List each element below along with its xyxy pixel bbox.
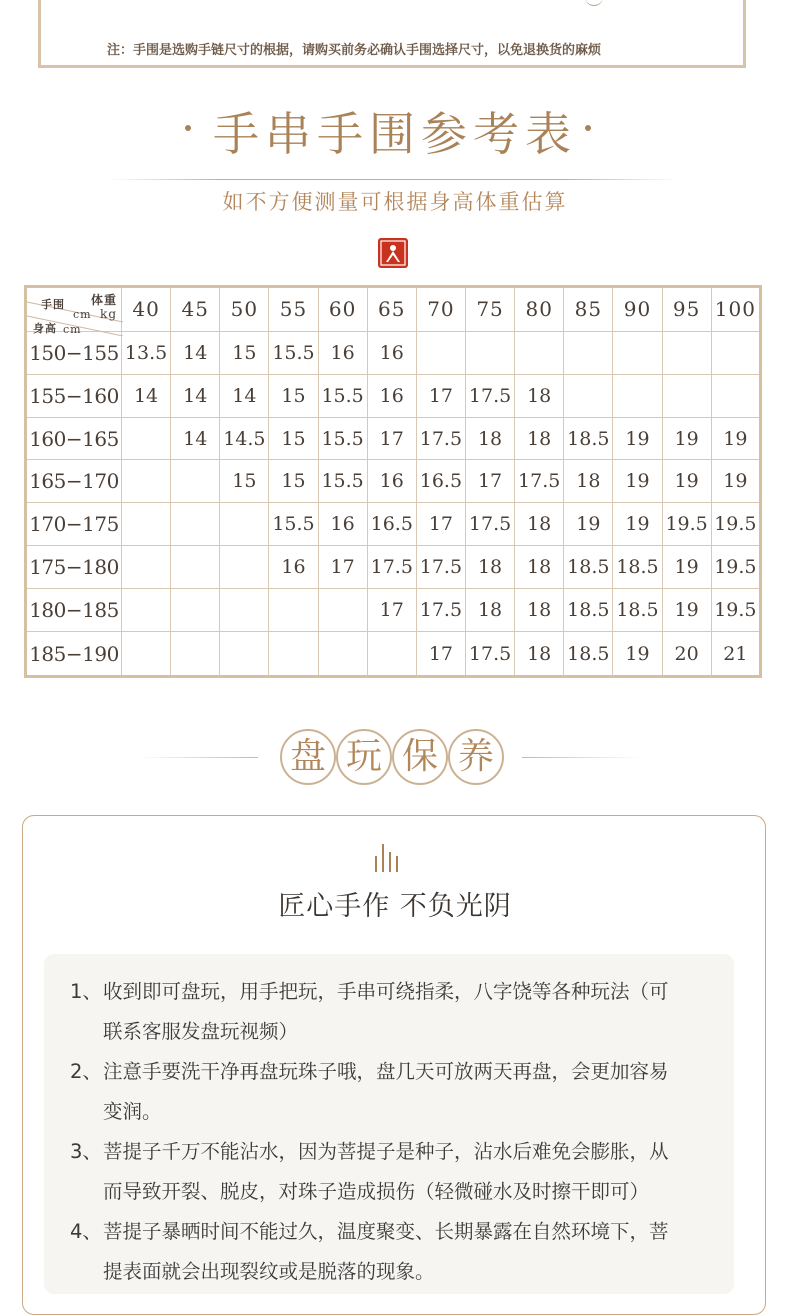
wrist-size-cell bbox=[122, 589, 171, 632]
wrist-size-cell: 16.5 bbox=[367, 503, 416, 546]
care-title-line-right bbox=[522, 757, 642, 758]
wrist-size-cell: 19 bbox=[662, 417, 711, 460]
weight-header-cell: 85 bbox=[564, 287, 613, 332]
wrist-size-cell: 19 bbox=[613, 503, 662, 546]
corner-weight-label: 体重 bbox=[90, 293, 117, 307]
wrist-size-cell: 21 bbox=[711, 632, 760, 677]
weight-header-cell: 45 bbox=[171, 287, 220, 332]
wrist-size-cell: 17.5 bbox=[416, 417, 465, 460]
wrist-size-cell: 19.5 bbox=[711, 546, 760, 589]
wrist-size-cell: 17 bbox=[416, 503, 465, 546]
wrist-size-cell: 17.5 bbox=[515, 460, 564, 503]
wrist-size-cell: 20 bbox=[662, 632, 711, 677]
care-item-number: 4、 bbox=[70, 1220, 102, 1243]
wrist-size-cell: 14 bbox=[171, 417, 220, 460]
wrist-size-cell bbox=[465, 331, 514, 374]
corner-kg-unit: kg bbox=[100, 307, 117, 321]
wrist-size-cell bbox=[613, 331, 662, 374]
wrist-size-cell: 17 bbox=[318, 546, 367, 589]
table-row bbox=[26, 546, 761, 589]
table-corner-cell bbox=[26, 287, 122, 336]
wrist-size-cell: 19 bbox=[662, 546, 711, 589]
wrist-size-cell bbox=[171, 632, 220, 677]
care-slogan: 匠心手作 不负光阴 bbox=[278, 891, 512, 922]
wrist-size-cell: 17 bbox=[416, 374, 465, 417]
wrist-size-cell: 17.5 bbox=[465, 374, 514, 417]
wrist-size-cell bbox=[122, 417, 171, 460]
height-range-cell: 170−175 bbox=[26, 503, 122, 546]
wrist-size-cell: 18 bbox=[465, 417, 514, 460]
wrist-size-cell: 15.5 bbox=[318, 460, 367, 503]
care-item bbox=[70, 1052, 670, 1132]
wrist-size-cell: 17.5 bbox=[416, 546, 465, 589]
page-title: 手串手围参考表 bbox=[213, 107, 577, 161]
care-instructions-panel bbox=[44, 954, 734, 1294]
wrist-size-cell bbox=[711, 374, 760, 417]
wrist-size-cell bbox=[171, 503, 220, 546]
wrist-size-cell bbox=[122, 632, 171, 677]
wrist-size-cell: 18.5 bbox=[564, 589, 613, 632]
wrist-size-cell: 17.5 bbox=[416, 589, 465, 632]
wrist-size-cell bbox=[171, 546, 220, 589]
wrist-size-cell: 13.5 bbox=[122, 331, 171, 374]
wrist-size-cell: 19 bbox=[662, 589, 711, 632]
care-title-char: 盘 bbox=[280, 729, 336, 785]
wrist-size-cell: 18.5 bbox=[564, 632, 613, 677]
wrist-size-cell bbox=[220, 632, 269, 677]
wrist-size-cell bbox=[613, 374, 662, 417]
table-row bbox=[26, 417, 761, 460]
wrist-size-cell: 17.5 bbox=[465, 632, 514, 677]
wrist-size-cell: 19 bbox=[613, 460, 662, 503]
weight-header-cell: 75 bbox=[465, 287, 514, 332]
wrist-size-cell bbox=[662, 374, 711, 417]
wrist-size-cell: 16.5 bbox=[416, 460, 465, 503]
weight-header-cell: 40 bbox=[122, 287, 171, 332]
weight-header-cell: 55 bbox=[269, 287, 318, 332]
care-item bbox=[70, 1212, 670, 1292]
corner-wrist-label: 手围 bbox=[41, 298, 65, 311]
wrist-size-cell: 15 bbox=[220, 460, 269, 503]
wrist-size-cell: 18 bbox=[515, 417, 564, 460]
care-item-number: 3、 bbox=[70, 1140, 102, 1163]
wrist-size-cell bbox=[122, 503, 171, 546]
wrist-size-cell: 16 bbox=[367, 460, 416, 503]
wrist-size-cell: 17 bbox=[367, 417, 416, 460]
wrist-size-cell bbox=[171, 589, 220, 632]
wrist-size-cell: 16 bbox=[269, 546, 318, 589]
care-title-char: 养 bbox=[448, 729, 504, 785]
wrist-size-cell: 15.5 bbox=[269, 503, 318, 546]
care-title-line-left bbox=[138, 757, 258, 758]
weight-header-cell: 80 bbox=[515, 287, 564, 332]
corner-wrist-unit: cm bbox=[73, 308, 92, 321]
wrist-size-cell bbox=[662, 331, 711, 374]
care-item-text: 菩提子千万不能沾水，因为菩提子是种子，沾水后难免会膨胀，从而导致开裂、脱皮，对珠子造成损伤（轻微碰水及时擦干即可） bbox=[103, 1140, 669, 1203]
care-item-text: 注意手要洗干净再盘玩珠子哦，盘几天可放两天再盘，会更加容易变润。 bbox=[103, 1060, 669, 1123]
seal-stamp-icon bbox=[378, 238, 408, 268]
decorative-curl-icon bbox=[585, 0, 603, 6]
wrist-size-cell: 17 bbox=[465, 460, 514, 503]
height-range-cell: 150−155 bbox=[26, 331, 122, 374]
height-range-cell: 185−190 bbox=[26, 632, 122, 677]
wrist-size-cell: 14.5 bbox=[220, 417, 269, 460]
care-item bbox=[70, 1132, 670, 1212]
wrist-size-cell: 18 bbox=[515, 589, 564, 632]
height-range-cell: 155−160 bbox=[26, 374, 122, 417]
height-range-cell: 165−170 bbox=[26, 460, 122, 503]
care-item-number: 2、 bbox=[70, 1060, 102, 1083]
wrist-size-cell bbox=[318, 632, 367, 677]
corner-height-unit: cm bbox=[63, 323, 82, 336]
wrist-size-cell bbox=[711, 331, 760, 374]
wrist-size-cell bbox=[122, 460, 171, 503]
wrist-size-cell: 15 bbox=[269, 374, 318, 417]
wrist-size-cell: 15.5 bbox=[318, 417, 367, 460]
wrist-size-cell: 14 bbox=[171, 374, 220, 417]
wrist-size-cell bbox=[416, 331, 465, 374]
wrist-size-cell: 14 bbox=[171, 331, 220, 374]
wrist-size-note: 注：手围是选购手链尺寸的根据，请购买前务必确认手围选择尺寸，以免退换货的麻烦 bbox=[107, 43, 602, 58]
wrist-size-cell bbox=[269, 589, 318, 632]
wrist-size-cell: 19 bbox=[711, 460, 760, 503]
wrist-size-cell: 17.5 bbox=[367, 546, 416, 589]
table-row bbox=[26, 331, 761, 374]
wrist-size-cell: 14 bbox=[220, 374, 269, 417]
wrist-size-cell: 18 bbox=[465, 546, 514, 589]
wrist-size-cell: 16 bbox=[367, 331, 416, 374]
wrist-size-cell: 16 bbox=[318, 331, 367, 374]
wrist-size-cell: 15.5 bbox=[269, 331, 318, 374]
wrist-size-cell: 19.5 bbox=[662, 503, 711, 546]
care-item-number: 1、 bbox=[70, 980, 102, 1003]
wrist-size-cell: 18 bbox=[515, 632, 564, 677]
wrist-size-cell: 18.5 bbox=[613, 589, 662, 632]
wrist-size-cell bbox=[220, 503, 269, 546]
weight-header-cell: 90 bbox=[613, 287, 662, 332]
corner-height-label: 身高 bbox=[33, 322, 57, 335]
wrist-size-cell: 18.5 bbox=[564, 417, 613, 460]
wrist-size-cell: 17 bbox=[367, 589, 416, 632]
wrist-size-cell: 18 bbox=[515, 374, 564, 417]
wrist-size-cell: 19 bbox=[711, 417, 760, 460]
wrist-size-cell bbox=[318, 589, 367, 632]
table-row bbox=[26, 503, 761, 546]
title-dot-right-icon bbox=[585, 125, 591, 131]
wrist-size-table bbox=[24, 285, 762, 678]
wrist-size-cell: 18.5 bbox=[613, 546, 662, 589]
care-title-char: 玩 bbox=[336, 729, 392, 785]
table-row bbox=[26, 374, 761, 417]
wrist-size-cell bbox=[220, 589, 269, 632]
wrist-size-cell: 14 bbox=[122, 374, 171, 417]
care-title-char: 保 bbox=[392, 729, 448, 785]
title-divider bbox=[108, 179, 678, 180]
wrist-size-cell: 19.5 bbox=[711, 503, 760, 546]
wrist-size-cell: 18 bbox=[465, 589, 514, 632]
wrist-size-cell: 18 bbox=[515, 546, 564, 589]
wrist-size-cell bbox=[269, 632, 318, 677]
wrist-size-cell: 15 bbox=[220, 331, 269, 374]
wrist-size-cell: 17.5 bbox=[465, 503, 514, 546]
wrist-size-cell bbox=[515, 331, 564, 374]
wrist-size-cell: 16 bbox=[367, 374, 416, 417]
wrist-size-cell: 18 bbox=[564, 460, 613, 503]
wrist-size-cell bbox=[564, 374, 613, 417]
page-subtitle: 如不方便测量可根据身高体重估算 bbox=[222, 190, 568, 214]
notice-box bbox=[38, 0, 746, 68]
height-range-cell: 180−185 bbox=[26, 589, 122, 632]
wrist-size-cell: 16 bbox=[318, 503, 367, 546]
table-row bbox=[26, 632, 761, 677]
wrist-size-cell bbox=[220, 546, 269, 589]
table-header-row bbox=[26, 287, 761, 332]
care-item-text: 菩提子暴晒时间不能过久，温度聚变、长期暴露在自然环境下，菩提表面就会出现裂纹或是脱落的现象。 bbox=[103, 1220, 669, 1283]
care-item-text: 收到即可盘玩，用手把玩，手串可绕指柔，八字饶等各种玩法（可联系客服发盘玩视频） bbox=[103, 980, 669, 1043]
wrist-size-cell bbox=[564, 331, 613, 374]
weight-header-cell: 50 bbox=[220, 287, 269, 332]
weight-header-cell: 100 bbox=[711, 287, 760, 332]
wrist-size-cell: 18.5 bbox=[564, 546, 613, 589]
care-item bbox=[70, 972, 670, 1052]
wrist-size-cell bbox=[367, 632, 416, 677]
wrist-size-cell: 15.5 bbox=[318, 374, 367, 417]
wrist-size-cell bbox=[171, 460, 220, 503]
table-row bbox=[26, 589, 761, 632]
wrist-size-cell: 15 bbox=[269, 417, 318, 460]
wrist-size-cell: 15 bbox=[269, 460, 318, 503]
wrist-size-cell: 18 bbox=[515, 503, 564, 546]
weight-header-cell: 95 bbox=[662, 287, 711, 332]
table-row bbox=[26, 460, 761, 503]
weight-header-cell: 65 bbox=[367, 287, 416, 332]
wrist-size-cell bbox=[122, 546, 171, 589]
height-range-cell: 175−180 bbox=[26, 546, 122, 589]
wrist-size-cell: 19 bbox=[564, 503, 613, 546]
wrist-size-cell: 17 bbox=[416, 632, 465, 677]
height-range-cell: 160−165 bbox=[26, 417, 122, 460]
weight-header-cell: 70 bbox=[416, 287, 465, 332]
wrist-size-cell: 19 bbox=[662, 460, 711, 503]
brand-bars-icon bbox=[374, 842, 400, 872]
wrist-size-cell: 19.5 bbox=[711, 589, 760, 632]
wrist-size-cell: 19 bbox=[613, 417, 662, 460]
weight-header-cell: 60 bbox=[318, 287, 367, 332]
wrist-size-cell: 19 bbox=[613, 632, 662, 677]
